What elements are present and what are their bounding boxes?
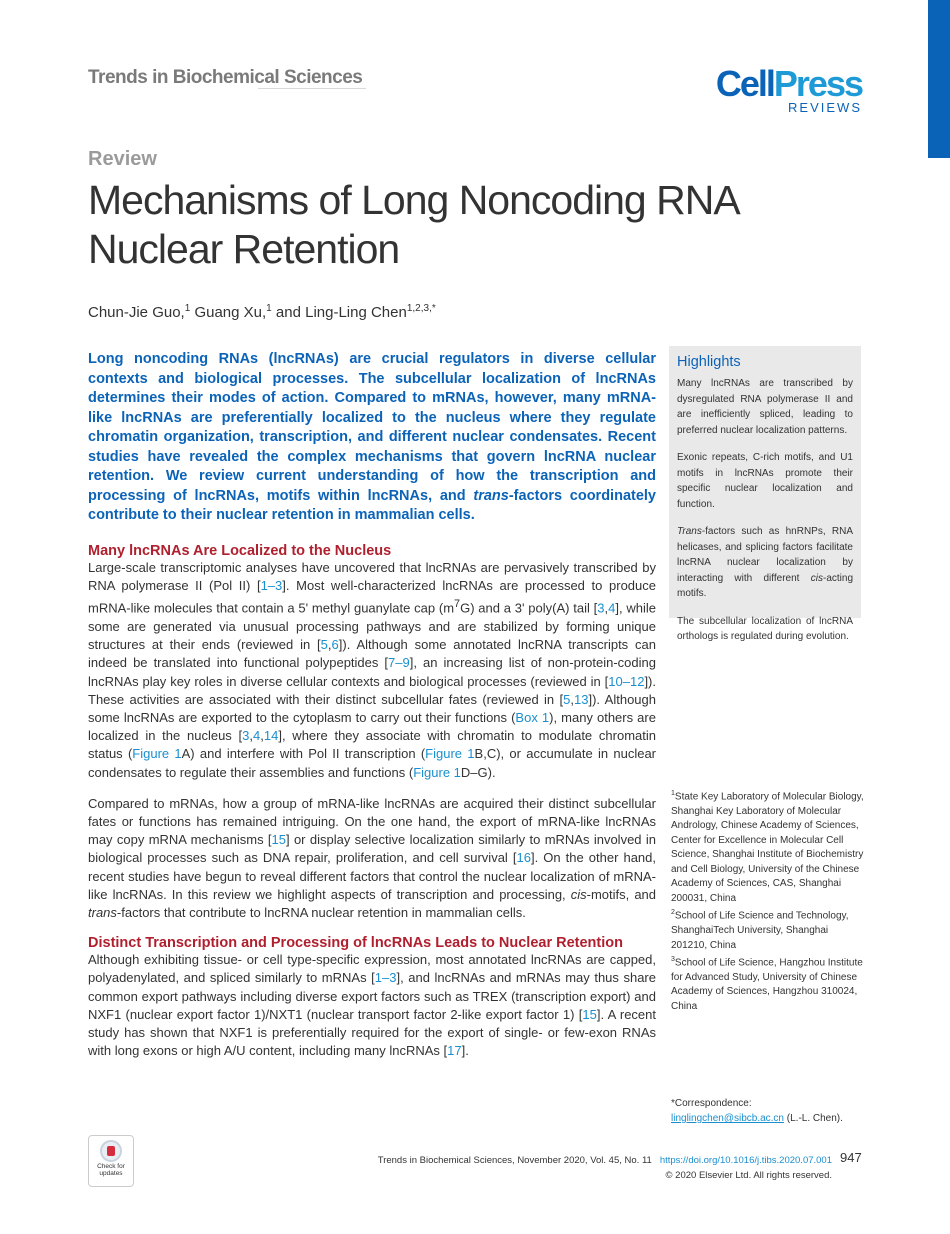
- highlight-item: [677, 450, 853, 512]
- text-run: ), many others are localized in the nucleus [: [88, 709, 656, 744]
- citation-link[interactable]: 3: [242, 728, 250, 744]
- author-name: Guang Xu,: [190, 304, 267, 321]
- affiliation-text: School of Life Science, Hangzhou Institute for Advanced Study, University of Chinese Academy of Sciences, Hangzhou 310024, China: [671, 957, 863, 1012]
- citation-link[interactable]: Figure 1: [425, 746, 475, 762]
- affiliation-sup: 2: [671, 909, 675, 917]
- correspondence-label: *Correspondence:: [671, 1098, 752, 1109]
- citation-link[interactable]: 4: [608, 600, 616, 616]
- italic-term: cis: [570, 886, 587, 902]
- article-title: Mechanisms of Long Noncoding RNA Nuclear Retention: [88, 177, 738, 272]
- page-footer: [360, 1153, 832, 1183]
- citation-link[interactable]: 1–3: [374, 970, 397, 986]
- text-run: Exonic repeats, C-rich motifs, and U1 motifs in lncRNAs promote their specific nuclear localization and function.: [677, 452, 853, 510]
- correspondence-email-link[interactable]: linglingchen@sibcb.ac.cn: [671, 1113, 784, 1124]
- journal-name: Trends in Biochemical Sciences: [88, 67, 363, 88]
- text-run: ], an increasing list of non-protein-coding lncRNAs play key roles in diverse cellular contexts and biological processes (reviewed in [: [88, 655, 656, 689]
- body-paragraph: [88, 559, 656, 782]
- text-run: ]). These activities are associated with their distinct subcellular fates (reviewed in [: [88, 673, 656, 707]
- abstract-text-2: -factors coordinately contribute to their nuclear retention in mammalian cells.: [88, 487, 656, 523]
- citation-link[interactable]: 15: [271, 832, 286, 848]
- citation-link[interactable]: 15: [582, 1006, 597, 1022]
- highlight-item: [677, 524, 853, 602]
- bookmark-icon: [100, 1140, 122, 1162]
- section-heading: Many lncRNAs Are Localized to the Nucleus: [88, 543, 392, 559]
- author-name: and Ling-Ling Chen: [271, 304, 407, 321]
- text-run: ], and lncRNAs and mRNAs may thus share common export pathways including diverse export factors such as TREX (transcription export) and NXF1 (nuclear export factor 1)/NXT1 (nuclear transport factor 2-like export factor 1) [: [88, 970, 656, 1022]
- italic-term: Trans: [677, 526, 702, 537]
- text-run: ,: [570, 691, 574, 707]
- citation-link[interactable]: 5: [563, 691, 571, 707]
- check-for-updates-badge[interactable]: [88, 1135, 134, 1187]
- logo-part2: Press: [773, 63, 862, 104]
- abstract-italic: trans: [473, 487, 509, 504]
- citation-link[interactable]: 6: [331, 637, 339, 653]
- text-run: Large-scale transcriptomic analyses have uncovered that lncRNAs are pervasively transcribed by RNA polymerase II (Pol II) [: [88, 560, 656, 594]
- citation-link[interactable]: 7–9: [388, 655, 410, 671]
- doi-link[interactable]: https://doi.org/10.1016/j.tibs.2020.07.001: [659, 1155, 832, 1166]
- page-number: 947: [840, 1150, 862, 1165]
- affiliations: [671, 787, 867, 1014]
- affiliation-item: [671, 787, 867, 906]
- text-run: ,: [260, 728, 264, 744]
- text-run: ]. On the other hand, recent studies have begun to reveal different factors that control the nuclear localization of mRNA-like lncRNAs. In this review we highlight aspects of transcription and processing,: [88, 850, 656, 902]
- italic-term: trans: [88, 904, 117, 920]
- highlight-item: [677, 376, 853, 438]
- affiliation-sup: 1: [671, 790, 675, 797]
- logo-part1: Cell: [715, 63, 774, 104]
- abstract: [88, 350, 656, 526]
- highlights-heading: Highlights: [677, 354, 741, 370]
- citation-link[interactable]: 1–3: [260, 578, 283, 594]
- journal-rule: [258, 88, 366, 89]
- citation-link[interactable]: 4: [253, 728, 261, 744]
- citation-link[interactable]: 10–12: [608, 673, 645, 689]
- text-run: ]). Although some annotated lncRNA transcripts can indeed be translated into functional polypeptides [: [88, 637, 656, 671]
- text-run: Many lncRNAs are transcribed by dysregulated RNA polymerase II and are inefficiently spliced, leading to preferred nuclear localization patterns.: [677, 378, 853, 436]
- text-run: A) and interfere with Pol II transcription (: [181, 746, 426, 762]
- citation-link[interactable]: Box 1: [515, 709, 550, 725]
- text-run: ], where they associate with chromatin to modulate chromatin status (: [88, 728, 656, 762]
- badge-line2: updates: [99, 1170, 123, 1177]
- article-type-label: Review: [88, 148, 157, 170]
- correspondence-who: (L.-L. Chen).: [784, 1113, 843, 1124]
- text-run: -motifs, and: [586, 886, 657, 902]
- abstract-text-1: Long noncoding RNAs (lncRNAs) are crucial regulators in diverse cellular contexts and biological processes. The subcellular localization of lncRNAs determines their modes of action. Compared to mRNAs, however, many mRNA-like lncRNAs are preferentially localized to the nucleus where they regulate chromatin organization, transcription, and different nuclear condensates. Recent studies have revealed the complex mechanisms that govern lncRNA nuclear retention. We review current understanding of how the transcription and processing of lncRNAs, motifs within lncRNAs, and: [88, 351, 656, 504]
- superscript: 7: [454, 598, 461, 611]
- side-color-tab: [928, 0, 950, 158]
- text-run: -factors such as hnRNPs, RNA helicases, and splicing factors facilitate lncRNA nuclear localization by interacting with different: [677, 526, 853, 584]
- body-paragraph: [88, 795, 656, 922]
- citation-link[interactable]: 3: [597, 600, 605, 616]
- citation-link[interactable]: 17: [447, 1043, 462, 1059]
- author-list: [88, 303, 436, 321]
- affiliation-item: [671, 953, 867, 1014]
- citation-link[interactable]: 16: [516, 850, 531, 866]
- author-name: Chun-Jie Guo,: [88, 304, 185, 321]
- affiliation-sup: 3: [671, 956, 675, 964]
- citation-link[interactable]: Figure 1: [132, 746, 182, 762]
- body-paragraph: [88, 951, 656, 1060]
- text-run: Although exhibiting tissue- or cell type-specific expression, most annotated lncRNAs are capped, polyadenylated, and spliced similarly to mRNAs [: [88, 952, 656, 986]
- text-run: B,C), or accumulate in nuclear condensates to regulate their assemblies and functions (: [88, 746, 657, 780]
- text-run: ], while some are generated via unusual processing pathways and are stabilized by forming unique structures at their ends (reviewed in [: [88, 600, 657, 653]
- footer-citation: Trends in Biochemical Sciences, November 2020, Vol. 45, No. 11: [377, 1155, 652, 1166]
- highlight-item: [677, 614, 853, 645]
- logo-subtitle: REVIEWS: [788, 100, 862, 115]
- italic-term: cis: [810, 572, 823, 584]
- text-run: ]. A recent study has shown that NXF1 is preferentially required for the export of single- or few-exon RNAs with long exons or high A/U content, including many lncRNAs [: [88, 1006, 656, 1059]
- author-affil-sup: 1,2,3,*: [406, 303, 436, 314]
- citation-link[interactable]: 5: [320, 637, 328, 653]
- text-run: G) and a 3' poly(A) tail [: [460, 600, 598, 616]
- affiliation-text: School of Life Science and Technology, ShanghaiTech University, Shanghai 201210, China: [671, 910, 849, 951]
- affiliation-text: State Key Laboratory of Molecular Biology, Shanghai Key Laboratory of Molecular Andrology, Chinese Academy of Sciences, Center for Excellence in Molecular Cell Science, Shanghai Institute of Biochemistry and Cell Biology, University of the Chinese Academy of Sciences, CAS, Shanghai 200031, China: [671, 791, 864, 904]
- text-run: D–G).: [460, 764, 496, 780]
- text-run: ]. Most well-characterized lncRNAs are processed to produce mRNA-like molecules that contain a 5' methyl guanylate cap (m: [88, 578, 656, 616]
- text-run: ,: [327, 637, 332, 653]
- text-run: ,: [604, 600, 609, 616]
- text-run: ,: [249, 728, 254, 744]
- citation-link[interactable]: 14: [263, 728, 279, 744]
- citation-link[interactable]: Figure 1: [413, 764, 461, 780]
- section-heading: Distinct Transcription and Processing of lncRNAs Leads to Nuclear Retention: [88, 935, 623, 952]
- main-column: [88, 543, 656, 1060]
- text-run: ]). Although some lncRNAs are exported to the cytoplasm to carry out their functions (: [88, 691, 656, 725]
- badge-line1: Check for: [97, 1163, 125, 1170]
- footer-copyright: © 2020 Elsevier Ltd. All rights reserved.: [665, 1170, 832, 1181]
- text-run: ].: [461, 1043, 469, 1059]
- highlights-box: [669, 346, 861, 642]
- text-run: The subcellular localization of lncRNA orthologs is regulated during evolution.: [677, 615, 853, 642]
- text-run: -acting motifs.: [677, 572, 853, 599]
- affiliation-item: [671, 906, 867, 953]
- cellpress-logo[interactable]: [712, 63, 862, 115]
- text-run: ] or display selective localization similarly to mRNAs involved in biological processes such as DNA repair, proliferation, and cell survival [: [88, 832, 656, 866]
- text-run: Compared to mRNAs, how a group of mRNA-like lncRNAs are acquired their distinct subcellular fates or functions has remained intriguing. On the one hand, the export of mRNA-like lncRNAs may copy mRNA mechanisms [: [88, 795, 656, 848]
- author-affil-sup: 1: [266, 303, 272, 314]
- citation-link[interactable]: 13: [574, 691, 589, 707]
- correspondence: [671, 1096, 871, 1126]
- author-affil-sup: 1: [184, 303, 191, 314]
- text-run: -factors that contribute to lncRNA nuclear retention in mammalian cells.: [116, 904, 526, 920]
